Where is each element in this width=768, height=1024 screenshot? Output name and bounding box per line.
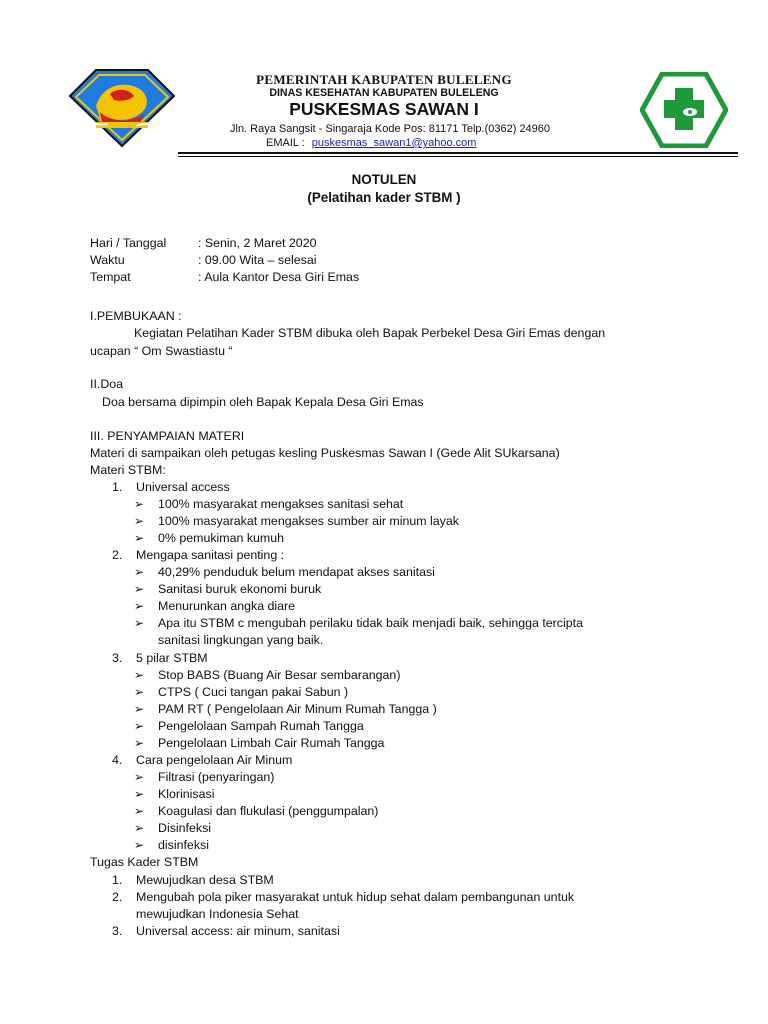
email-link[interactable]: puskesmas_sawan1@yahoo.com [311,137,477,149]
bullet-item: Filtrasi (penyaringan) [158,770,275,784]
list-number: 3. [112,651,123,665]
meta-label-date: Hari / Tanggal [90,236,167,250]
header-email-row [266,137,476,149]
bullet-item-continuation: sanitasi lingkungan yang baik. [158,633,324,647]
bullet-item: disinfeksi [158,838,209,852]
arrow-bullet-icon: ➢ [134,702,145,716]
list-number: 3. [112,924,123,938]
list-number: 2. [112,548,123,562]
bullet-item: Sanitasi buruk ekonomi buruk [158,582,322,596]
bullet-item: 100% masyarakat mengakses sanitasi sehat [158,497,404,511]
document-title: NOTULEN [351,172,417,187]
section-heading-material: III. PENYAMPAIAN MATERI [90,429,245,443]
duty-item: Mewujudkan desa STBM [136,873,274,887]
duty-item: Universal access: air minum, sanitasi [136,924,340,938]
header-department: DINAS KESEHATAN KABUPATEN BULELENG [269,87,499,99]
list-number: 1. [112,480,123,494]
duty-item: Mengubah pola piker masyarakat untuk hidup sehat dalam pembangunan untuk [136,890,575,904]
arrow-bullet-icon: ➢ [134,599,145,613]
email-label: EMAIL : [266,137,305,149]
bullet-item: Apa itu STBM c mengubah perilaku tidak baik menjadi baik, sehingga tercipta [158,616,583,630]
list-item-title: Universal access [136,480,230,494]
list-item-title: Cara pengelolaan Air Minum [136,753,293,767]
arrow-bullet-icon: ➢ [134,514,145,528]
arrow-bullet-icon: ➢ [134,565,145,579]
bullet-item: Stop BABS (Buang Air Besar sembarangan) [158,668,401,682]
duty-item-continuation: mewujudkan Indonesia Sehat [136,907,299,921]
meta-value-date: : Senin, 2 Maret 2020 [198,236,317,250]
arrow-bullet-icon: ➢ [134,531,145,545]
meta-value-time: : 09.00 Wita – selesai [198,253,317,267]
list-number: 4. [112,753,123,767]
header-government: PEMERINTAH KABUPATEN BULELENG [256,72,512,87]
document-subtitle: (Pelatihan kader STBM ) [307,190,461,205]
bullet-item: Disinfeksi [158,821,212,835]
arrow-bullet-icon: ➢ [134,668,145,682]
arrow-bullet-icon: ➢ [134,719,145,733]
header-rule [178,152,738,154]
bullet-item: Pengelolaan Sampah Rumah Tangga [158,719,364,733]
bullet-item: 100% masyarakat mengakses sumber air minum layak [158,514,459,528]
bullet-item: Koagulasi dan flukulasi (penggumpalan) [158,804,379,818]
list-number: 1. [112,873,123,887]
header-address: Jln. Raya Sangsit - Singaraja Kode Pos: 81171 Telp.(0362) 24960 [230,123,551,135]
opening-text-line2: ucapan “ Om Swastiastu “ [90,344,233,358]
header-rule-thin [178,156,738,157]
arrow-bullet-icon: ➢ [134,736,145,750]
opening-text-line1: Kegiatan Pelatihan Kader STBM dibuka oleh Bapak Perbekel Desa Giri Emas dengan [134,326,606,340]
prayer-text: Doa bersama dipimpin oleh Bapak Kepala Desa Giri Emas [102,395,424,409]
section-heading-opening: I.PEMBUKAAN : [90,309,182,323]
bullet-item: 0% pemukiman kumuh [158,531,285,545]
list-item-title: Mengapa sanitasi penting : [136,548,285,562]
bullet-item: Klorinisasi [158,787,215,801]
arrow-bullet-icon: ➢ [134,497,145,511]
puskesmas-cross-icon [640,72,728,148]
arrow-bullet-icon: ➢ [134,685,145,699]
meta-label-time: Waktu [90,253,125,267]
bullet-item: Menurunkan angka diare [158,599,296,613]
arrow-bullet-icon: ➢ [134,787,145,801]
arrow-bullet-icon: ➢ [134,770,145,784]
section-heading-prayer: II.Doa [90,377,124,391]
bullet-item: 40,29% penduduk belum mendapat akses sanitasi [158,565,435,579]
arrow-bullet-icon: ➢ [134,838,145,852]
meta-label-place: Tempat [90,270,131,284]
material-subheading: Materi STBM: [90,463,166,477]
meta-value-place: : Aula Kantor Desa Giri Emas [198,270,360,284]
list-item-title: 5 pilar STBM [136,651,208,665]
list-number: 2. [112,890,123,904]
section-heading-duties: Tugas Kader STBM [90,855,199,869]
material-intro: Materi di sampaikan oleh petugas kesling Puskesmas Sawan I (Gede Alit SUkarsana) [90,446,560,460]
bullet-item: PAM RT ( Pengelolaan Air Minum Rumah Tangga ) [158,702,437,716]
arrow-bullet-icon: ➢ [134,821,145,835]
bullet-item: CTPS ( Cuci tangan pakai Sabun ) [158,685,349,699]
bullet-item: Pengelolaan Limbah Cair Rumah Tangga [158,736,385,750]
arrow-bullet-icon: ➢ [134,616,145,630]
arrow-bullet-icon: ➢ [134,582,145,596]
header-institution: PUSKESMAS SAWAN I [289,99,479,119]
arrow-bullet-icon: ➢ [134,804,145,818]
